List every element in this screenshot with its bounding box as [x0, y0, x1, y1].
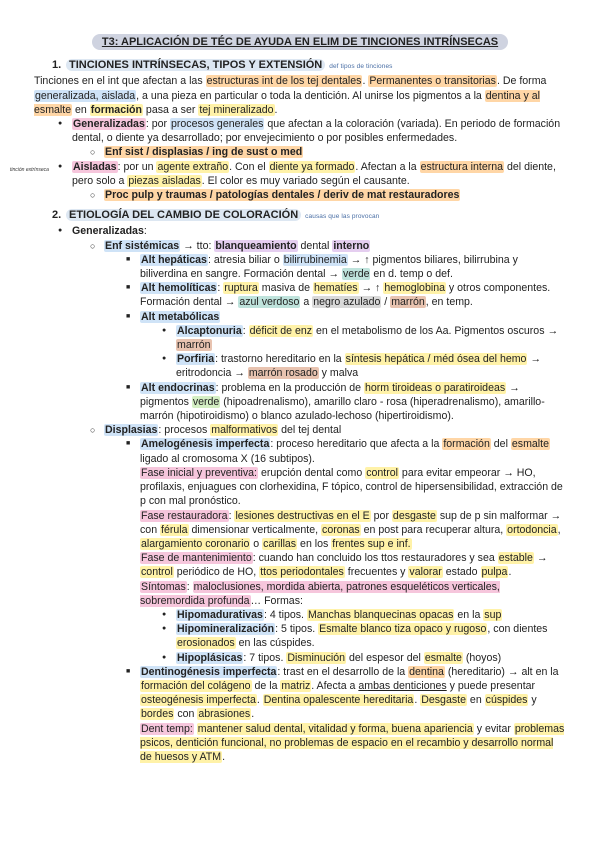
- item-alt-endocrinas: ■ Alt endocrinas: problema en la producción de horm tiroideas o paratiroideas → pigmentos verde (hipoadrenalismo), amarillo claro - rosa (hiperadrenalismo), amarillo-marrón (hipotiroidismo) o blanco azulado-lechoso (hipertiroidismo).: [140, 381, 566, 424]
- item-hipomineralizacion: ● Hipomineralización: 5 tipos. Esmalte blanco tiza opaco y rugoso, con dientes erosionados en las cúspides.: [176, 622, 566, 650]
- section-1-heading: [52, 58, 566, 74]
- bullet-generalizadas: ● Generalizadas: por procesos generales que afectan a la coloración (variada). En periodo de formación dental, o diente ya desarrollado; por envejecimiento o por posibles enfermedades.: [72, 117, 566, 145]
- section-2-note: causas que las provocan: [305, 213, 380, 221]
- item-alt-hepaticas: ■ Alt hepáticas: atresia biliar o bilirrubinemia → ↑ pigmentos biliares, bilirrubina y biliverdina en sangre. Formación dental → verde en d. temp o def.: [140, 253, 566, 281]
- item-alt-metabolicas: ■ Alt metabólicas: [140, 310, 566, 324]
- item-alcaptonuria: ● Alcaptonuria: déficit de enz en el metabolismo de los Aa. Pigmentos oscuros → marrón: [176, 324, 566, 352]
- side-note: ● tinción extrínseca: [10, 166, 49, 173]
- section-1-note: def tipos de tinciones: [329, 63, 393, 71]
- fase-inicial: Fase inicial y preventiva: erupción dental como control para evitar empeorar → HO, profilaxis, enjuagues con clorhexidina, F tópico, control de hipersensibilidad, extracción de p con mal pronóstico.: [140, 466, 563, 508]
- item-enf-sistemicas: ○ Enf sistémicas → tto: blanqueamiento dental interno: [104, 239, 566, 253]
- section-2-number: 2.: [52, 209, 62, 222]
- section-1-number: 1.: [52, 59, 62, 72]
- section-1-title: TINCIONES INTRÍNSECAS, TIPOS Y EXTENSIÓN: [66, 59, 325, 71]
- sub-generalizadas: ○ Enf sist / displasias / ing de sust o med: [104, 145, 566, 159]
- item-dentinogenesis: ■ Dentinogénesis imperfecta: trast en el desarrollo de la dentina (hereditario) → alt en la formación del colágeno de la matriz. Afecta a ambas denticiones y puede presentar osteogénesis imperfecta. Dentina opalescente hereditaria. Desgaste en cúspides y bordes con abrasiones.: [140, 665, 566, 722]
- item-hipomadurativas: ● Hipomadurativas: 4 tipos. Manchas blanquecinas opacas en la sup: [176, 608, 566, 622]
- title-wrap: [34, 34, 566, 50]
- fase-mantenimiento: Fase de mantenimiento: cuando han concluido los ttos restauradores y sea estable → control periódico de HO, ttos periodontales frecuentes y valorar estado pulpa.: [141, 552, 548, 579]
- bullet-aisladas: ● tinción extrínseca Aisladas: por un agente extraño. Con el diente ya formado. Afectan a la estructura interna del diente, pero solo a piezas aisladas. El color es muy variado según el causante.: [72, 160, 566, 188]
- item-displasias: ○ Displasias: procesos malformativos del tej dental: [104, 423, 566, 437]
- item-porfiria: ● Porfiria: trastorno hereditario en la síntesis hepática / méd ósea del hemo → eritrodoncia → marrón rosado y malva: [176, 352, 566, 380]
- sub-aisladas: ○ Proc pulp y traumas / patologías dentales / deriv de mat restauradores: [104, 188, 566, 202]
- section-1-paragraph: Tinciones en el int que afectan a las estructuras int de los tej dentales. Permanentes o transitorias. De forma generalizada, aislada, a una pieza en particular o toda la dentición. Al unirse los pigmentos a la dentina y al esmalte en formación pasa a ser tej mineralizado.: [34, 75, 547, 116]
- section-2-heading: [52, 208, 566, 224]
- bullet-s2-generalizadas: ● Generalizadas:: [72, 224, 566, 238]
- item-hipoplasicas: ● Hipoplásicas: 7 tipos. Disminución del espesor del esmalte (hoyos): [176, 651, 566, 665]
- fase-restauradora: Fase restauradora: lesiones destructivas en el E por desgaste sup de p sin malformar → con férula dimensionar verticalmente, coronas en post para recuperar altura, ortodoncia, alargamiento coronario o carillas en los frentes sup e inf.: [140, 509, 562, 550]
- item-alt-hemoliticas: ■ Alt hemolíticas: ruptura masiva de hematíes → ↑ hemoglobina y otros componentes. Formación dental → azul verdoso a negro azulado / marrón, en temp.: [140, 281, 566, 309]
- dent-temp: Dent temp: mantener salud dental, vitalidad y forma, buena apariencia y evitar problemas psicos, dentición funcional, no problemas de espacio en el recambio y desarrollo normal de huesos y ATM.: [140, 722, 565, 763]
- item-amelogenesis: ■ Amelogénesis imperfecta: proceso hereditario que afecta a la formación del esmalte ligado al cromosoma X (16 subtipos).: [140, 437, 566, 465]
- section-2-title: ETIOLOGÍA DEL CAMBIO DE COLORACIÓN: [66, 209, 301, 221]
- sintomas: Síntomas: maloclusiones, mordida abierta, patrones esqueléticos verticales, sobremordida profunda… Formas:: [140, 580, 500, 607]
- page-title: T3: APLICACIÓN DE TÉC DE AYUDA EN ELIM DE TINCIONES INTRÍNSECAS: [92, 34, 508, 50]
